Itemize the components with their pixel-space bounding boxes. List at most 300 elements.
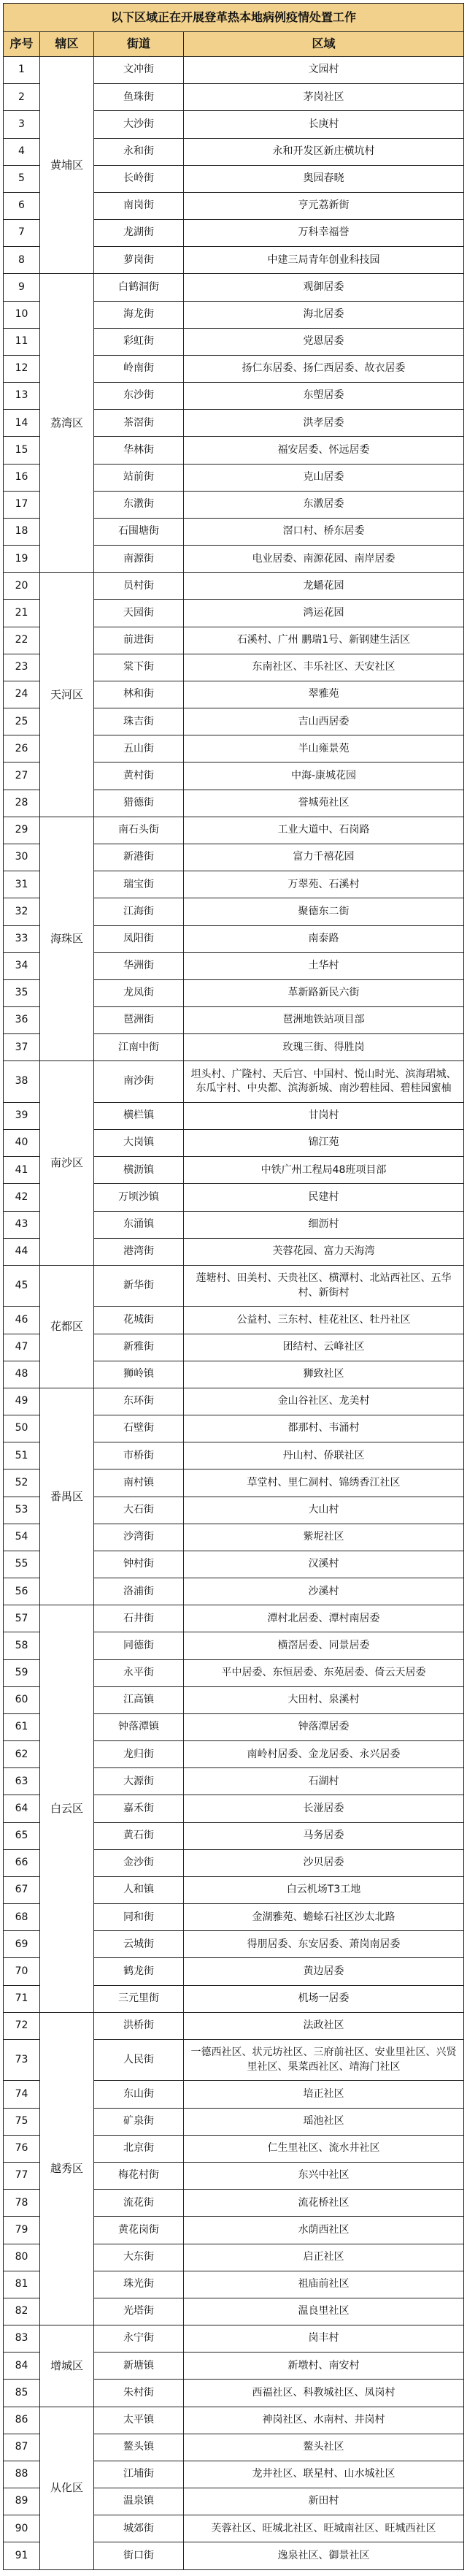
- area-cell: 文园村: [184, 57, 464, 84]
- area-cell: 革新路新民六街: [184, 979, 464, 1006]
- district-cell: 白云区: [40, 1605, 94, 2013]
- row-index: 56: [4, 1578, 40, 1605]
- area-cell: 党恩居委: [184, 328, 464, 355]
- row-index: 78: [4, 2190, 40, 2217]
- area-cell: 丹山村、侨联社区: [184, 1442, 464, 1469]
- street-cell: 横沥镇: [94, 1157, 184, 1184]
- area-cell: 龙蟠花园: [184, 573, 464, 600]
- street-cell: 华林街: [94, 437, 184, 464]
- row-index: 18: [4, 518, 40, 545]
- row-index: 69: [4, 1931, 40, 1958]
- street-cell: 同和街: [94, 1904, 184, 1931]
- row-index: 17: [4, 491, 40, 518]
- area-cell: 吉山西居委: [184, 708, 464, 735]
- row-index: 80: [4, 2244, 40, 2271]
- area-cell: 狮致社区: [184, 1361, 464, 1388]
- street-cell: 彩虹街: [94, 328, 184, 355]
- street-cell: 洪桥街: [94, 2012, 184, 2039]
- table-row: [4, 1388, 464, 1415]
- row-index: 57: [4, 1605, 40, 1632]
- area-cell: 海北居委: [184, 301, 464, 328]
- district-cell: 天河区: [40, 573, 94, 817]
- row-index: 72: [4, 2012, 40, 2039]
- area-cell: 平中居委、东恒居委、东苑居委、倚云天居委: [184, 1659, 464, 1686]
- area-cell: 土华村: [184, 952, 464, 979]
- row-index: 70: [4, 1958, 40, 1985]
- district-cell: 增城区: [40, 2325, 94, 2407]
- row-index: 71: [4, 1985, 40, 2012]
- street-cell: 新塘镇: [94, 2353, 184, 2380]
- area-cell: 誉城苑社区: [184, 790, 464, 817]
- street-cell: 鳌头镇: [94, 2434, 184, 2461]
- street-cell: 前进街: [94, 627, 184, 654]
- area-cell: 电业居委、南源花园、南岸居委: [184, 546, 464, 573]
- area-cell: 祖庙前社区: [184, 2271, 464, 2298]
- row-index: 11: [4, 328, 40, 355]
- row-index: 2: [4, 84, 40, 111]
- row-index: 90: [4, 2515, 40, 2542]
- street-cell: 东涌镇: [94, 1211, 184, 1238]
- street-cell: 城郊街: [94, 2515, 184, 2542]
- area-cell: 岗丰村: [184, 2325, 464, 2353]
- row-index: 15: [4, 437, 40, 464]
- row-index: 53: [4, 1497, 40, 1524]
- street-cell: 天园街: [94, 600, 184, 627]
- area-cell: 细沥村: [184, 1211, 464, 1238]
- street-cell: 万顷沙镇: [94, 1184, 184, 1211]
- street-cell: 东漖街: [94, 491, 184, 518]
- street-cell: 金沙街: [94, 1849, 184, 1876]
- row-index: 37: [4, 1034, 40, 1061]
- area-cell: 聚德东二街: [184, 898, 464, 925]
- area-cell: 鳌头社区: [184, 2434, 464, 2461]
- area-cell: 沙溪村: [184, 1578, 464, 1605]
- row-index: 91: [4, 2542, 40, 2569]
- street-cell: 凤阳街: [94, 925, 184, 952]
- row-index: 62: [4, 1741, 40, 1768]
- area-cell: 神岗社区、水南村、井岗村: [184, 2407, 464, 2434]
- area-cell: 鸿运花园: [184, 600, 464, 627]
- street-cell: 大沙街: [94, 111, 184, 138]
- district-cell: 黄埔区: [40, 57, 94, 274]
- row-index: 55: [4, 1551, 40, 1578]
- street-cell: 猎德街: [94, 790, 184, 817]
- row-index: 23: [4, 654, 40, 681]
- row-index: 66: [4, 1849, 40, 1876]
- street-cell: 新港街: [94, 844, 184, 871]
- table-row: [4, 57, 464, 84]
- street-cell: 黄花岗街: [94, 2217, 184, 2244]
- row-index: 45: [4, 1265, 40, 1306]
- street-cell: 新华街: [94, 1265, 184, 1306]
- street-cell: 珠吉街: [94, 708, 184, 735]
- area-cell: 福安居委、怀远居委: [184, 437, 464, 464]
- district-cell: 越秀区: [40, 2012, 94, 2325]
- row-index: 12: [4, 355, 40, 382]
- row-index: 34: [4, 952, 40, 979]
- row-index: 39: [4, 1102, 40, 1129]
- street-cell: 珠光街: [94, 2271, 184, 2298]
- street-cell: 东山街: [94, 2081, 184, 2108]
- area-cell: 白云机场T3工地: [184, 1876, 464, 1903]
- street-cell: 南村镇: [94, 1469, 184, 1497]
- area-cell: 团结村、云峰社区: [184, 1334, 464, 1361]
- row-index: 68: [4, 1904, 40, 1931]
- street-cell: 茶滘街: [94, 410, 184, 437]
- row-index: 7: [4, 220, 40, 247]
- area-cell: 法政社区: [184, 2012, 464, 2039]
- area-cell: 沙贝居委: [184, 1849, 464, 1876]
- area-cell: 流花桥社区: [184, 2190, 464, 2217]
- row-index: 19: [4, 546, 40, 573]
- street-cell: 站前街: [94, 464, 184, 491]
- area-cell: 长湴居委: [184, 1795, 464, 1822]
- street-cell: 琶洲街: [94, 1007, 184, 1034]
- area-cell: 培正社区: [184, 2081, 464, 2108]
- area-cell: 横滘居委、同景居委: [184, 1632, 464, 1659]
- street-cell: 瑞宝街: [94, 871, 184, 898]
- area-cell: 东南社区、丰乐社区、天安社区: [184, 654, 464, 681]
- street-cell: 长岭街: [94, 165, 184, 192]
- row-index: 77: [4, 2163, 40, 2190]
- street-cell: 华洲街: [94, 952, 184, 979]
- row-index: 58: [4, 1632, 40, 1659]
- row-index: 87: [4, 2434, 40, 2461]
- street-cell: 鹤龙街: [94, 1958, 184, 1985]
- row-index: 5: [4, 165, 40, 192]
- area-cell: 万科幸福誉: [184, 220, 464, 247]
- street-cell: 大石街: [94, 1497, 184, 1524]
- street-cell: 洛浦街: [94, 1578, 184, 1605]
- street-cell: 人和镇: [94, 1876, 184, 1903]
- area-cell: 启正社区: [184, 2244, 464, 2271]
- area-cell: 中建三局青年创业科技园: [184, 247, 464, 274]
- area-cell: 得朋居委、东安居委、萧岗南居委: [184, 1931, 464, 1958]
- row-index: 35: [4, 979, 40, 1006]
- row-index: 32: [4, 898, 40, 925]
- row-index: 46: [4, 1307, 40, 1334]
- row-index: 65: [4, 1822, 40, 1849]
- row-index: 3: [4, 111, 40, 138]
- table-row: [4, 1061, 464, 1102]
- row-index: 31: [4, 871, 40, 898]
- row-index: 84: [4, 2353, 40, 2380]
- area-cell: 玫瑰三街、得胜岗: [184, 1034, 464, 1061]
- area-cell: 石溪村、广州 鹏瑞1号、新钢建生活区: [184, 627, 464, 654]
- street-cell: 温泉镇: [94, 2488, 184, 2515]
- street-cell: 南石头街: [94, 817, 184, 844]
- street-cell: 萝岗街: [94, 247, 184, 274]
- street-cell: 江高镇: [94, 1686, 184, 1713]
- row-index: 86: [4, 2407, 40, 2434]
- street-cell: 龙湖街: [94, 220, 184, 247]
- street-cell: 朱村街: [94, 2380, 184, 2407]
- area-cell: 民建村: [184, 1184, 464, 1211]
- area-cell: 仁生里社区、流水井社区: [184, 2135, 464, 2162]
- area-cell: 紫坭社区: [184, 1524, 464, 1551]
- street-cell: 东环街: [94, 1388, 184, 1415]
- row-index: 30: [4, 844, 40, 871]
- street-cell: 横栏镇: [94, 1102, 184, 1129]
- area-cell: 克山居委: [184, 464, 464, 491]
- street-cell: 黄石街: [94, 1822, 184, 1849]
- area-cell: 东漖居委: [184, 491, 464, 518]
- row-index: 43: [4, 1211, 40, 1238]
- area-cell: 机场一居委: [184, 1985, 464, 2012]
- row-index: 4: [4, 138, 40, 165]
- table-row: [4, 817, 464, 844]
- row-index: 79: [4, 2217, 40, 2244]
- area-cell: 东塱居委: [184, 383, 464, 410]
- area-cell: 西福社区、科教城社区、凤岗村: [184, 2380, 464, 2407]
- area-cell: 滘口村、桥东居委: [184, 518, 464, 545]
- row-index: 27: [4, 763, 40, 790]
- street-cell: 云城街: [94, 1931, 184, 1958]
- area-cell: 工业大道中、石岗路: [184, 817, 464, 844]
- row-index: 47: [4, 1334, 40, 1361]
- row-index: 25: [4, 708, 40, 735]
- header-row: [4, 32, 464, 57]
- street-cell: 石壁街: [94, 1415, 184, 1442]
- table-title: 以下区域正在开展登革热本地病例疫情处置工作: [3, 3, 464, 31]
- row-index: 88: [4, 2461, 40, 2488]
- row-index: 61: [4, 1713, 40, 1740]
- area-cell: 洪孝居委: [184, 410, 464, 437]
- street-cell: 海龙街: [94, 301, 184, 328]
- street-cell: 沙湾街: [94, 1524, 184, 1551]
- row-index: 48: [4, 1361, 40, 1388]
- area-cell: 扬仁东居委、扬仁西居委、故衣居委: [184, 355, 464, 382]
- street-cell: 市桥街: [94, 1442, 184, 1469]
- row-index: 22: [4, 627, 40, 654]
- street-cell: 钟落潭镇: [94, 1713, 184, 1740]
- row-index: 44: [4, 1238, 40, 1265]
- row-index: 9: [4, 274, 40, 301]
- outbreak-area-table: [3, 3, 464, 2570]
- street-cell: 文冲街: [94, 57, 184, 84]
- street-cell: 棠下街: [94, 654, 184, 681]
- area-cell: 翠雅苑: [184, 681, 464, 708]
- street-cell: 南岗街: [94, 192, 184, 219]
- area-cell: 瑶池社区: [184, 2108, 464, 2135]
- table-header: [4, 32, 464, 57]
- street-cell: 南沙街: [94, 1061, 184, 1102]
- street-cell: 新雅街: [94, 1334, 184, 1361]
- area-cell: 南泰路: [184, 925, 464, 952]
- row-index: 59: [4, 1659, 40, 1686]
- row-index: 16: [4, 464, 40, 491]
- street-cell: 光塔街: [94, 2298, 184, 2325]
- area-cell: 甘岗村: [184, 1102, 464, 1129]
- row-index: 85: [4, 2380, 40, 2407]
- row-index: 28: [4, 790, 40, 817]
- area-cell: 亨元荔新街: [184, 192, 464, 219]
- row-index: 52: [4, 1469, 40, 1497]
- area-cell: 新田村: [184, 2488, 464, 2515]
- row-index: 20: [4, 573, 40, 600]
- row-index: 64: [4, 1795, 40, 1822]
- area-cell: 一德西社区、状元坊社区、三府前社区、安业里社区、兴贤里社区、果菜西社区、靖海门社区: [184, 2040, 464, 2081]
- street-cell: 五山街: [94, 735, 184, 763]
- row-index: 60: [4, 1686, 40, 1713]
- area-cell: 金山谷社区、龙美村: [184, 1388, 464, 1415]
- row-index: 83: [4, 2325, 40, 2353]
- street-cell: 大源街: [94, 1768, 184, 1795]
- area-cell: 石湖村: [184, 1768, 464, 1795]
- street-cell: 南源街: [94, 546, 184, 573]
- row-index: 36: [4, 1007, 40, 1034]
- table-row: [4, 2012, 464, 2039]
- street-cell: 龙凤街: [94, 979, 184, 1006]
- area-cell: 都那村、韦涌村: [184, 1415, 464, 1442]
- area-cell: 逸泉社区、御景社区: [184, 2542, 464, 2569]
- row-index: 67: [4, 1876, 40, 1903]
- row-index: 1: [4, 57, 40, 84]
- area-cell: 中海-康城花园: [184, 763, 464, 790]
- street-cell: 太平镇: [94, 2407, 184, 2434]
- row-index: 33: [4, 925, 40, 952]
- district-cell: 海珠区: [40, 817, 94, 1061]
- street-cell: 永和街: [94, 138, 184, 165]
- street-cell: 三元里街: [94, 1985, 184, 2012]
- row-index: 29: [4, 817, 40, 844]
- row-index: 24: [4, 681, 40, 708]
- area-cell: 中铁广州工程局48班项目部: [184, 1157, 464, 1184]
- street-cell: 嘉禾街: [94, 1795, 184, 1822]
- area-cell: 新墩村、南安村: [184, 2353, 464, 2380]
- street-cell: 石井街: [94, 1605, 184, 1632]
- street-cell: 东沙街: [94, 383, 184, 410]
- row-index: 81: [4, 2271, 40, 2298]
- row-index: 41: [4, 1157, 40, 1184]
- district-cell: 从化区: [40, 2407, 94, 2569]
- district-cell: 南沙区: [40, 1061, 94, 1266]
- area-cell: 金湖雅苑、蟾蜍石社区沙太北路: [184, 1904, 464, 1931]
- area-cell: 南岭村居委、金龙居委、永兴居委: [184, 1741, 464, 1768]
- header-district: 辖区: [40, 32, 94, 57]
- street-cell: 梅花村街: [94, 2163, 184, 2190]
- table-row: [4, 1265, 464, 1306]
- street-cell: 白鹤洞街: [94, 274, 184, 301]
- street-cell: 人民街: [94, 2040, 184, 2081]
- street-cell: 永平街: [94, 1659, 184, 1686]
- area-cell: 锦江苑: [184, 1130, 464, 1157]
- street-cell: 狮岭镇: [94, 1361, 184, 1388]
- area-cell: 茅岗社区: [184, 84, 464, 111]
- row-index: 10: [4, 301, 40, 328]
- row-index: 63: [4, 1768, 40, 1795]
- street-cell: 北京街: [94, 2135, 184, 2162]
- street-cell: 永宁街: [94, 2325, 184, 2353]
- area-cell: 永和开发区新庄横坑村: [184, 138, 464, 165]
- street-cell: 花城街: [94, 1307, 184, 1334]
- header-street: 街道: [94, 32, 184, 57]
- table-body: [4, 57, 464, 2570]
- street-cell: 岭南街: [94, 355, 184, 382]
- header-area: 区域: [184, 32, 464, 57]
- row-index: 21: [4, 600, 40, 627]
- street-cell: 林和街: [94, 681, 184, 708]
- area-cell: 芙蓉花园、富力天海湾: [184, 1238, 464, 1265]
- row-index: 13: [4, 383, 40, 410]
- street-cell: 大岗镇: [94, 1130, 184, 1157]
- table-row: [4, 573, 464, 600]
- area-cell: 坦头村、广隆村、天后宫、中国村、悦山时光、滨海珺城、东瓜宇村、中央都、滨海新城、南沙碧桂园、碧桂园蜜柚: [184, 1061, 464, 1102]
- street-cell: 矿泉街: [94, 2108, 184, 2135]
- row-index: 75: [4, 2108, 40, 2135]
- area-cell: 水荫西社区: [184, 2217, 464, 2244]
- street-cell: 员村街: [94, 573, 184, 600]
- row-index: 8: [4, 247, 40, 274]
- row-index: 82: [4, 2298, 40, 2325]
- district-cell: 花都区: [40, 1265, 94, 1388]
- area-cell: 芙蓉社区、旺城北社区、旺城南社区、旺城西社区: [184, 2515, 464, 2542]
- street-cell: 石围塘街: [94, 518, 184, 545]
- area-cell: 莲塘村、田美村、天贵社区、横潭村、北站西社区、五华村、新街村: [184, 1265, 464, 1306]
- street-cell: 江埔街: [94, 2461, 184, 2488]
- area-cell: 琶洲地铁站项目部: [184, 1007, 464, 1034]
- table-row: [4, 274, 464, 301]
- area-cell: 公益村、三东村、桂花社区、牡丹社区: [184, 1307, 464, 1334]
- area-cell: 长庚村: [184, 111, 464, 138]
- row-index: 40: [4, 1130, 40, 1157]
- row-index: 76: [4, 2135, 40, 2162]
- area-cell: 温良里社区: [184, 2298, 464, 2325]
- row-index: 51: [4, 1442, 40, 1469]
- street-cell: 港湾街: [94, 1238, 184, 1265]
- street-cell: 流花街: [94, 2190, 184, 2217]
- area-cell: 潭村北居委、潭村南居委: [184, 1605, 464, 1632]
- street-cell: 街口街: [94, 2542, 184, 2569]
- area-cell: 观御居委: [184, 274, 464, 301]
- row-index: 38: [4, 1061, 40, 1102]
- row-index: 74: [4, 2081, 40, 2108]
- area-cell: 草堂村、里仁洞村、锦绣香江社区: [184, 1469, 464, 1497]
- area-cell: 马务居委: [184, 1822, 464, 1849]
- row-index: 89: [4, 2488, 40, 2515]
- row-index: 6: [4, 192, 40, 219]
- street-cell: 龙归街: [94, 1741, 184, 1768]
- street-cell: 江南中街: [94, 1034, 184, 1061]
- area-cell: 大山村: [184, 1497, 464, 1524]
- area-cell: 黄边居委: [184, 1958, 464, 1985]
- row-index: 14: [4, 410, 40, 437]
- row-index: 42: [4, 1184, 40, 1211]
- row-index: 73: [4, 2040, 40, 2081]
- district-cell: 荔湾区: [40, 274, 94, 573]
- area-cell: 奥园春晓: [184, 165, 464, 192]
- table-row: [4, 2325, 464, 2353]
- area-cell: 半山雍景苑: [184, 735, 464, 763]
- row-index: 26: [4, 735, 40, 763]
- street-cell: 同德街: [94, 1632, 184, 1659]
- district-cell: 番禺区: [40, 1388, 94, 1605]
- table-row: [4, 1605, 464, 1632]
- row-index: 54: [4, 1524, 40, 1551]
- area-cell: 富力千禧花园: [184, 844, 464, 871]
- street-cell: 江海街: [94, 898, 184, 925]
- area-cell: 万翠苑、石溪村: [184, 871, 464, 898]
- street-cell: 大东街: [94, 2244, 184, 2271]
- header-index: 序号: [4, 32, 40, 57]
- area-cell: 汉溪村: [184, 1551, 464, 1578]
- street-cell: 鱼珠街: [94, 84, 184, 111]
- area-cell: 钟落潭居委: [184, 1713, 464, 1740]
- street-cell: 黄村街: [94, 763, 184, 790]
- street-cell: 钟村街: [94, 1551, 184, 1578]
- area-cell: 大田村、泉溪村: [184, 1686, 464, 1713]
- area-cell: 东兴中社区: [184, 2163, 464, 2190]
